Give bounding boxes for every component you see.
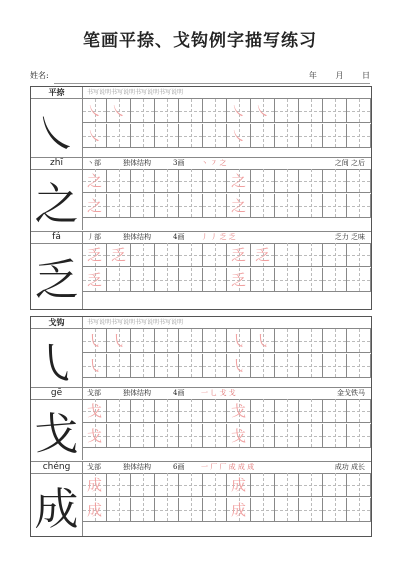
practice-box bbox=[155, 169, 179, 193]
practice-box bbox=[155, 268, 179, 292]
practice-box bbox=[347, 354, 371, 378]
pinyin: chéng bbox=[31, 462, 83, 473]
trace-glyph: 成 bbox=[230, 476, 246, 494]
practice-box bbox=[83, 498, 107, 522]
practice-box bbox=[107, 194, 131, 218]
practice-box bbox=[275, 498, 299, 522]
practice-box bbox=[251, 424, 275, 448]
example-words: 之间 之后 bbox=[334, 159, 365, 167]
trace-glyph: 乏 bbox=[86, 271, 102, 289]
practice-box bbox=[299, 399, 323, 423]
stroke-name: 平捺 bbox=[31, 87, 83, 98]
example-words: 乏力 乏味 bbox=[334, 233, 365, 241]
practice-box bbox=[275, 243, 299, 267]
example-words: 成功 成长 bbox=[334, 463, 365, 471]
practice-box bbox=[275, 424, 299, 448]
practice-box bbox=[155, 498, 179, 522]
practice-box bbox=[131, 498, 155, 522]
trace-glyph: ㇂ bbox=[110, 332, 126, 350]
writing-note: 书写说明书写说明书写说明书写说明 bbox=[87, 319, 184, 326]
practice-box bbox=[131, 473, 155, 497]
practice-box bbox=[83, 124, 107, 148]
practice-box bbox=[347, 124, 371, 148]
practice-box bbox=[155, 124, 179, 148]
practice-box bbox=[227, 268, 251, 292]
practice-box bbox=[107, 399, 131, 423]
practice-box bbox=[227, 354, 251, 378]
practice-row bbox=[83, 268, 371, 292]
trace-glyph: 乏 bbox=[254, 246, 270, 264]
practice-box bbox=[323, 354, 347, 378]
practice-row bbox=[83, 124, 371, 148]
practice-box bbox=[323, 329, 347, 353]
trace-glyph: ㇏ bbox=[230, 102, 246, 120]
stroke-name: 戈钩 bbox=[31, 317, 83, 328]
practice-box bbox=[251, 268, 275, 292]
practice-box bbox=[323, 399, 347, 423]
practice-box bbox=[227, 243, 251, 267]
practice-box bbox=[155, 473, 179, 497]
practice-box bbox=[179, 354, 203, 378]
trace-glyph: 戈 bbox=[86, 402, 102, 420]
practice-box bbox=[227, 498, 251, 522]
structure: 独体结构 bbox=[123, 463, 151, 471]
practice-box bbox=[323, 268, 347, 292]
practice-box bbox=[323, 243, 347, 267]
practice-box bbox=[107, 329, 131, 353]
practice-box bbox=[299, 268, 323, 292]
practice-box bbox=[179, 124, 203, 148]
practice-row bbox=[83, 194, 371, 218]
practice-box bbox=[131, 194, 155, 218]
practice-box bbox=[179, 424, 203, 448]
practice-box bbox=[83, 268, 107, 292]
practice-box bbox=[83, 354, 107, 378]
practice-box bbox=[275, 329, 299, 353]
trace-glyph: ㇏ bbox=[110, 102, 126, 120]
stroke-glyph: ㇏ bbox=[31, 99, 83, 160]
practice-box bbox=[131, 169, 155, 193]
stroke-order: 一 厂 厂 成 成 成 bbox=[201, 463, 255, 471]
stroke-count: 6画 bbox=[173, 463, 185, 471]
trace-glyph: 成 bbox=[86, 476, 102, 494]
name-label: 姓名: bbox=[30, 71, 49, 80]
practice-row bbox=[83, 243, 371, 267]
practice-box bbox=[83, 169, 107, 193]
practice-box bbox=[323, 194, 347, 218]
page-title: 笔画平捺、戈钩例字描写练习 bbox=[83, 31, 317, 51]
practice-box bbox=[347, 424, 371, 448]
practice-box bbox=[107, 498, 131, 522]
practice-box bbox=[251, 99, 275, 123]
practice-box bbox=[251, 399, 275, 423]
practice-box bbox=[299, 498, 323, 522]
practice-box bbox=[155, 243, 179, 267]
practice-box bbox=[179, 243, 203, 267]
section-header bbox=[31, 317, 371, 329]
practice-box bbox=[347, 473, 371, 497]
practice-row bbox=[83, 424, 371, 448]
practice-box bbox=[347, 243, 371, 267]
practice-box bbox=[251, 329, 275, 353]
practice-box bbox=[131, 399, 155, 423]
pinyin: fá bbox=[31, 232, 83, 243]
practice-box bbox=[107, 243, 131, 267]
practice-box bbox=[179, 329, 203, 353]
practice-box bbox=[299, 354, 323, 378]
practice-box bbox=[83, 194, 107, 218]
stroke-order: 丿 丿 乏 乏 bbox=[201, 233, 236, 241]
practice-box bbox=[227, 329, 251, 353]
practice-box bbox=[155, 354, 179, 378]
trace-glyph: 之 bbox=[86, 197, 102, 215]
practice-box bbox=[275, 194, 299, 218]
practice-box bbox=[323, 99, 347, 123]
practice-box bbox=[107, 169, 131, 193]
stroke-order: 一 乚 戈 戈 bbox=[201, 389, 236, 397]
practice-box bbox=[179, 194, 203, 218]
trace-glyph: ㇏ bbox=[86, 102, 102, 120]
char-glyph: 戈 bbox=[31, 399, 83, 460]
practice-box bbox=[323, 124, 347, 148]
practice-box bbox=[275, 354, 299, 378]
practice-box bbox=[107, 354, 131, 378]
trace-glyph: 之 bbox=[230, 172, 246, 190]
practice-box bbox=[203, 194, 227, 218]
trace-glyph: ㇂ bbox=[254, 332, 270, 350]
practice-box bbox=[107, 99, 131, 123]
practice-box bbox=[275, 268, 299, 292]
date-label: 年 月 日 bbox=[308, 71, 370, 80]
practice-box bbox=[203, 99, 227, 123]
structure: 独体结构 bbox=[123, 233, 151, 241]
practice-row bbox=[83, 354, 371, 378]
trace-glyph: 戈 bbox=[230, 402, 246, 420]
practice-box bbox=[347, 268, 371, 292]
practice-box bbox=[227, 99, 251, 123]
practice-box bbox=[251, 169, 275, 193]
trace-glyph: 乏 bbox=[110, 246, 126, 264]
trace-glyph: ㇂ bbox=[86, 332, 102, 350]
practice-box bbox=[251, 354, 275, 378]
practice-box bbox=[275, 473, 299, 497]
trace-glyph: ㇂ bbox=[230, 332, 246, 350]
practice-box bbox=[155, 194, 179, 218]
practice-box bbox=[203, 354, 227, 378]
practice-box bbox=[203, 124, 227, 148]
practice-box bbox=[107, 124, 131, 148]
practice-box bbox=[83, 243, 107, 267]
practice-box bbox=[179, 399, 203, 423]
trace-glyph: 戈 bbox=[230, 427, 246, 445]
practice-box bbox=[347, 194, 371, 218]
trace-glyph: ㇂ bbox=[86, 357, 102, 375]
practice-box bbox=[347, 498, 371, 522]
practice-box bbox=[179, 169, 203, 193]
trace-glyph: 之 bbox=[230, 197, 246, 215]
practice-box bbox=[131, 243, 155, 267]
practice-box bbox=[227, 424, 251, 448]
practice-box bbox=[203, 268, 227, 292]
radical: 戈部 bbox=[87, 389, 101, 397]
trace-glyph: 之 bbox=[86, 172, 102, 190]
practice-box bbox=[227, 399, 251, 423]
practice-box bbox=[251, 194, 275, 218]
stroke-section-pingna bbox=[30, 86, 372, 310]
trace-glyph: ㇏ bbox=[254, 102, 270, 120]
practice-row bbox=[83, 399, 371, 423]
writing-note: 书写说明书写说明书写说明书写说明 bbox=[87, 89, 184, 96]
example-words: 金戈铁马 bbox=[337, 389, 365, 397]
radical: 戈部 bbox=[87, 463, 101, 471]
practice-box bbox=[155, 329, 179, 353]
practice-box bbox=[275, 99, 299, 123]
practice-box bbox=[203, 498, 227, 522]
practice-row bbox=[83, 329, 371, 353]
stroke-section-gegou bbox=[30, 316, 372, 537]
structure: 独体结构 bbox=[123, 159, 151, 167]
stroke-glyph: ㇂ bbox=[31, 329, 83, 390]
practice-box bbox=[203, 424, 227, 448]
practice-box bbox=[275, 124, 299, 148]
practice-box bbox=[251, 473, 275, 497]
practice-box bbox=[83, 399, 107, 423]
practice-box bbox=[299, 329, 323, 353]
stroke-order: 丶 ㇇ 之 bbox=[201, 159, 227, 167]
practice-box bbox=[227, 194, 251, 218]
practice-box bbox=[227, 169, 251, 193]
practice-box bbox=[131, 124, 155, 148]
practice-box bbox=[83, 424, 107, 448]
char-glyph: 乏 bbox=[31, 243, 83, 309]
trace-glyph: ㇏ bbox=[86, 127, 102, 145]
practice-box bbox=[131, 329, 155, 353]
trace-glyph: ㇂ bbox=[230, 357, 246, 375]
trace-glyph: 成 bbox=[86, 501, 102, 519]
practice-box bbox=[251, 124, 275, 148]
practice-box bbox=[347, 99, 371, 123]
stroke-count: 4画 bbox=[173, 389, 185, 397]
practice-row bbox=[83, 498, 371, 522]
practice-box bbox=[179, 498, 203, 522]
trace-glyph: 乏 bbox=[230, 271, 246, 289]
practice-box bbox=[323, 424, 347, 448]
practice-box bbox=[275, 169, 299, 193]
practice-box bbox=[203, 169, 227, 193]
practice-box bbox=[347, 399, 371, 423]
name-underline bbox=[54, 83, 370, 84]
trace-glyph: 戈 bbox=[86, 427, 102, 445]
practice-box bbox=[83, 99, 107, 123]
practice-box bbox=[179, 99, 203, 123]
char-glyph: 之 bbox=[31, 169, 83, 230]
practice-box bbox=[155, 424, 179, 448]
practice-box bbox=[323, 498, 347, 522]
practice-row bbox=[83, 99, 371, 123]
practice-box bbox=[107, 424, 131, 448]
practice-box bbox=[179, 473, 203, 497]
practice-box bbox=[131, 424, 155, 448]
stroke-count: 3画 bbox=[173, 159, 185, 167]
practice-box bbox=[299, 194, 323, 218]
pinyin: gē bbox=[31, 388, 83, 399]
practice-box bbox=[323, 473, 347, 497]
practice-box bbox=[107, 473, 131, 497]
trace-glyph: 乏 bbox=[230, 246, 246, 264]
practice-box bbox=[275, 399, 299, 423]
char-glyph: 成 bbox=[31, 473, 83, 536]
practice-box bbox=[299, 243, 323, 267]
trace-glyph: 成 bbox=[230, 501, 246, 519]
practice-box bbox=[251, 498, 275, 522]
stroke-count: 4画 bbox=[173, 233, 185, 241]
name-date-row bbox=[30, 70, 370, 84]
practice-box bbox=[299, 424, 323, 448]
practice-box bbox=[131, 268, 155, 292]
practice-box bbox=[203, 473, 227, 497]
practice-box bbox=[347, 329, 371, 353]
practice-box bbox=[179, 268, 203, 292]
practice-box bbox=[203, 329, 227, 353]
practice-row bbox=[83, 473, 371, 497]
pinyin: zhī bbox=[31, 158, 83, 169]
practice-box bbox=[155, 99, 179, 123]
radical: 丿部 bbox=[87, 233, 101, 241]
practice-box bbox=[83, 329, 107, 353]
practice-box bbox=[299, 169, 323, 193]
practice-box bbox=[347, 169, 371, 193]
practice-box bbox=[227, 473, 251, 497]
practice-row bbox=[83, 169, 371, 193]
practice-box bbox=[155, 399, 179, 423]
practice-box bbox=[299, 473, 323, 497]
trace-glyph: 乏 bbox=[86, 246, 102, 264]
practice-box bbox=[83, 473, 107, 497]
practice-box bbox=[107, 268, 131, 292]
section-header bbox=[31, 87, 371, 99]
practice-box bbox=[323, 169, 347, 193]
practice-box bbox=[227, 124, 251, 148]
practice-box bbox=[251, 243, 275, 267]
practice-box bbox=[203, 399, 227, 423]
practice-box bbox=[203, 243, 227, 267]
trace-glyph: ㇏ bbox=[230, 127, 246, 145]
practice-box bbox=[131, 354, 155, 378]
practice-box bbox=[299, 124, 323, 148]
practice-box bbox=[299, 99, 323, 123]
radical: 丶部 bbox=[87, 159, 101, 167]
practice-box bbox=[131, 99, 155, 123]
structure: 独体结构 bbox=[123, 389, 151, 397]
